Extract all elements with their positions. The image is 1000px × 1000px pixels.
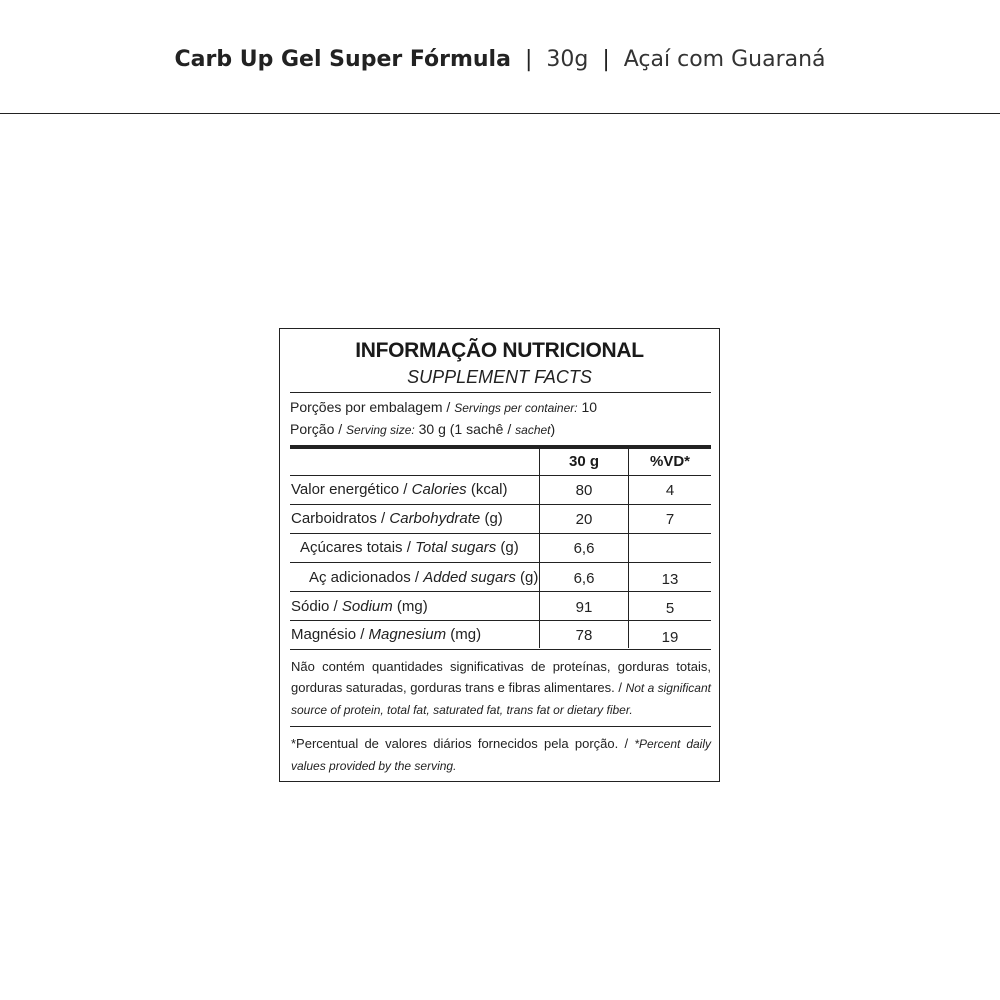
portion-close: ) (550, 421, 556, 437)
nutrient-dv: 19 (661, 629, 679, 646)
nutrient-label-sodium: Sódio / Sodium (mg) (291, 598, 428, 615)
nutrient-dv: 7 (665, 511, 675, 528)
nutrient-label-magnesium: Magnésio / Magnesium (mg) (291, 626, 482, 643)
nutrient-amount: 80 (575, 482, 593, 499)
divider (290, 504, 711, 505)
product-weight: 30g (546, 47, 589, 72)
serving-size (290, 421, 555, 437)
divider (290, 620, 711, 621)
nutrient-amount: 91 (575, 599, 593, 616)
header-divider (0, 113, 1000, 114)
divider (290, 726, 711, 727)
product-flavor: Açaí com Guaraná (623, 47, 826, 72)
nutrient-amount: 6,6 (573, 570, 595, 587)
divider (290, 392, 711, 393)
portion-unit-en: sachet (515, 423, 551, 437)
daily-value-note-pt: *Percentual de valores diários fornecidos pela porção. / (291, 736, 629, 751)
nutrient-label-calories: Valor energético / Calories (kcal) (291, 481, 508, 498)
nutrient-dv: 4 (665, 482, 675, 499)
header-separator: | (602, 47, 610, 72)
amount-column-header: 30 g (568, 453, 599, 470)
label-subtitle: SUPPLEMENT FACTS (407, 367, 592, 387)
daily-value-note-en: *Percent daily values provided by the serving. (291, 737, 711, 773)
label-title: INFORMAÇÃO NUTRICIONAL (355, 339, 644, 362)
significance-note (291, 656, 711, 721)
page-header (0, 40, 1000, 80)
daily-value-note (291, 733, 711, 777)
column-divider (628, 449, 629, 648)
portion-value: 30 g (1 sachê / (418, 421, 512, 437)
divider (290, 649, 711, 650)
nutrient-amount: 78 (575, 627, 593, 644)
nutrient-amount: 6,6 (573, 540, 595, 557)
servings-value: 10 (581, 399, 598, 415)
nutrient-dv: 5 (665, 600, 675, 617)
nutrient-dv: 13 (661, 571, 679, 588)
portion-label-pt: Porção / (290, 421, 343, 437)
significance-note-pt: Não contém quantidades significativas de proteínas, gorduras totais, gorduras saturadas, gorduras trans e fibras alimentares. / (291, 659, 711, 695)
portion-label-en: Serving size: (346, 423, 415, 437)
nutrition-facts-label (279, 328, 720, 782)
thick-divider (290, 445, 711, 449)
dv-column-header: %VD* (649, 453, 690, 470)
servings-per-container (290, 399, 597, 415)
divider (290, 562, 711, 563)
servings-label-en: Servings per container: (454, 401, 578, 415)
product-name: Carb Up Gel Super Fórmula (174, 47, 511, 72)
nutrient-label-total-sugars: Açúcares totais / Total sugars (g) (300, 539, 519, 556)
servings-label-pt: Porções por embalagem / (290, 399, 451, 415)
divider (290, 591, 711, 592)
significance-note-en: Not a significant source of protein, total fat, saturated fat, trans fat or dietary fiber. (291, 681, 711, 717)
divider (290, 533, 711, 534)
header-separator: | (524, 47, 533, 72)
nutrient-label-added-sugars: Aç adicionados / Added sugars (g) (309, 569, 539, 586)
nutrient-label-carbohydrate: Carboidratos / Carbohydrate (g) (291, 510, 503, 527)
divider (290, 475, 711, 476)
nutrient-amount: 20 (575, 511, 593, 528)
